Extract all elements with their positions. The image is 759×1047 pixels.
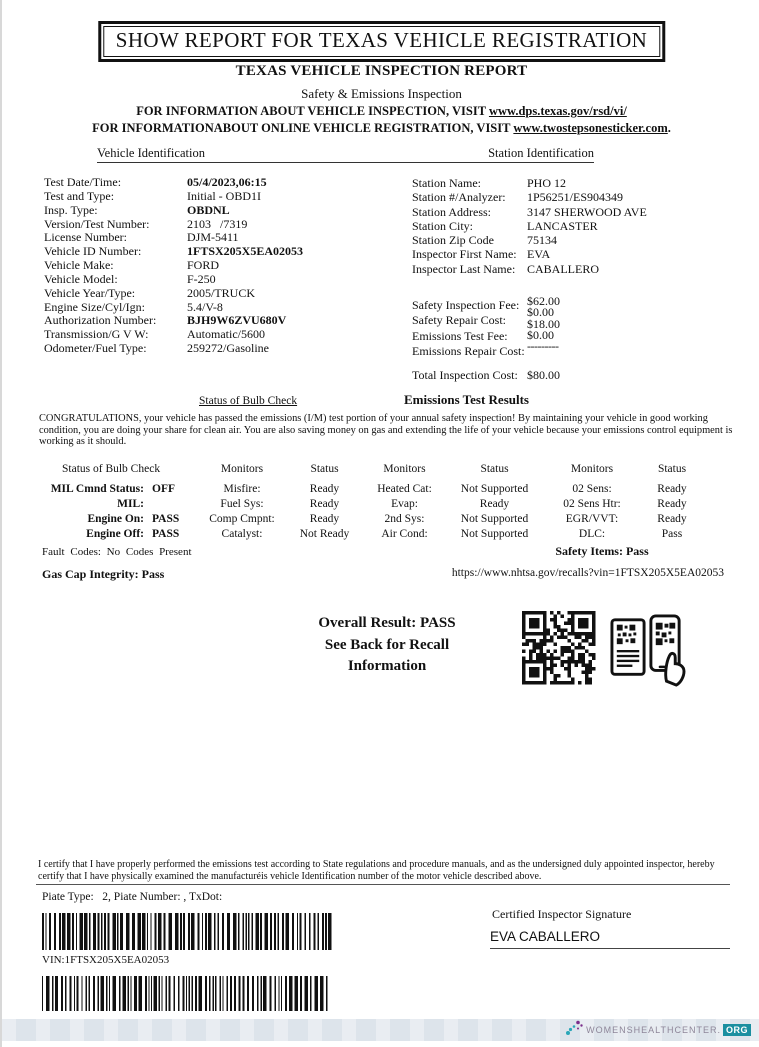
qr-code [522, 611, 596, 685]
logo-dots-icon [566, 1020, 584, 1041]
footer-watermark-strip [2, 1019, 759, 1041]
twosteps-link[interactable]: www.twostepsonesticker.com [513, 121, 668, 135]
overall-result-block [282, 613, 492, 678]
table-row: Authorization Number: BJH9W6ZVU680V [44, 313, 287, 328]
fee-value: $18.00 [527, 316, 560, 331]
column-header: Monitors [383, 463, 426, 475]
vehicle-identification-header: Vehicle Identification [97, 146, 205, 160]
table-row: Station Address: 3147 SHERWOOD AVE [412, 204, 647, 219]
column-header: Status [480, 463, 509, 475]
dps-link[interactable]: www.dps.texas.gov/rsd/vi/ [488, 104, 627, 118]
footer-brand [566, 1020, 751, 1041]
table-row: Inspector Last Name: CABALLERO [412, 261, 599, 276]
table-row: Station Name: PHO 12 [412, 176, 567, 190]
table-row: Vehicle Year/Type: 2005/TRUCK [44, 285, 256, 300]
vin-barcode-bottom [42, 976, 334, 1011]
fees-values [527, 296, 560, 352]
banner-box [98, 21, 665, 62]
banner-title: SHOW REPORT FOR TEXAS VEHICLE REGISTRATION [115, 28, 648, 52]
monitor-status: Not Supported [460, 528, 529, 540]
certification-statement: I certify that I have properly performed the emissions test according to State regulations and procedure manuals, and as the undersigned duly appointed inspector, hereby certify that I have physically examined the manufacturéis vehicle Identification number of the motor vehicle described above. [38, 859, 715, 882]
info-line2-text: FOR INFORMATIONABOUT ONLINE VEHICLE REGISTRATION, VISIT [92, 121, 514, 135]
section-header-rule [97, 146, 594, 163]
phone-scan-icon [608, 613, 686, 687]
gas-cap-integrity-line: Gas Cap Integrity: Pass [42, 567, 165, 581]
fault-codes-line: Fault Codes: No Codes Present [42, 546, 192, 558]
column-header: Monitors [220, 463, 264, 475]
monitor-status: Not Ready [299, 528, 350, 540]
table-row: Vehicle Model: F-250 [44, 271, 216, 286]
table-row: Transmission/G V W: Automatic/5600 [44, 327, 265, 342]
fee-label: Emissions Repair Cost: [412, 344, 525, 359]
bulb-row-value [152, 497, 197, 512]
inspector-signature-label: Certified Inspector Signature [492, 907, 632, 921]
column-header: Monitors [570, 463, 614, 475]
monitor-status: Ready [309, 483, 340, 495]
bulb-row-label: MIL Cmnd Status: [50, 483, 144, 495]
safety-items-line: Safety Items: Pass [555, 544, 649, 558]
station-identification-block [412, 176, 647, 276]
nhtsa-recall-link[interactable]: https://www.nhtsa.gov/recalls?vin=1FTSX205X5EA02053 [451, 567, 724, 579]
monitor-label: Air Cond: [381, 528, 428, 540]
fee-value: $62.00 [527, 294, 560, 308]
status-of-bulb-check-header: Status of Bulb Check [199, 395, 298, 407]
plate-info-line: Piate Type: 2, Piate Number: , TxDot: [42, 891, 223, 903]
fee-value-dash: --------- [527, 339, 559, 354]
monitor-label: Catalyst: [221, 528, 263, 540]
table-row: License Number: DJM-5411 [44, 230, 239, 245]
monitors-table [37, 462, 702, 542]
monitor-label: EGR/VVT: [565, 513, 619, 525]
inspector-signature-name: EVA CABALLERO [490, 929, 730, 949]
fee-value: $0.00 [527, 327, 554, 342]
monitor-status: Pass [661, 528, 683, 540]
report-subtitle: Safety & Emissions Inspection [301, 86, 462, 101]
table-row: Test Date/Time: 05/4/2023,06:15 [44, 175, 267, 189]
column-header: Status [657, 463, 687, 475]
table-row: Station City: LANCASTER [412, 218, 598, 233]
recall-note-line: See Back for Recall [324, 636, 450, 653]
vin-barcode-label: VIN:1FTSX205X5EA02053 [42, 954, 170, 966]
monitor-status: Ready [309, 513, 340, 525]
monitor-label: Misfire: [223, 483, 261, 495]
table-row: Version/Test Number: 2103 /7319 [44, 216, 248, 231]
monitor-label: DLC: [578, 528, 606, 540]
monitor-status: Not Supported [460, 513, 529, 525]
bulb-row-value: OFF [152, 483, 175, 495]
fees-labels [412, 298, 525, 360]
column-header: Status of Bulb Check [62, 463, 161, 475]
total-inspection-cost-row: Total Inspection Cost: $80.00 [412, 368, 560, 382]
fee-label: Safety Inspection Fee: [412, 298, 520, 312]
emissions-test-results-header: Emissions Test Results [404, 392, 529, 407]
monitor-status: Ready [657, 513, 687, 525]
monitor-status: Ready [657, 498, 687, 510]
monitor-label: 2nd Sys: [384, 513, 425, 525]
monitor-label: Evap: [391, 498, 418, 510]
table-row: Inspector First Name: EVA [412, 247, 551, 262]
table-row: Station Zip Code 75134 [412, 233, 557, 248]
info-line1-text: FOR INFORMATION ABOUT VEHICLE INSPECTION, VISIT [136, 104, 489, 118]
vehicle-identification-block [44, 176, 303, 356]
monitor-label: 02 Sens Htr: [563, 498, 621, 510]
info-line-inspection [2, 104, 759, 119]
table-row: Insp. Type: OBDNL [44, 202, 230, 217]
fee-value: $0.00 [527, 305, 554, 320]
monitor-status: Ready [479, 498, 510, 510]
monitor-status: Not Supported [460, 483, 529, 495]
fee-label: Emissions Test Fee: [412, 328, 508, 343]
bulb-row-label: Engine On: [87, 513, 144, 525]
info-line2-suffix: . [667, 121, 671, 135]
monitor-label: Heated Cat: [377, 483, 432, 495]
column-header: Status [310, 463, 339, 475]
monitor-status: Ready [657, 483, 687, 495]
bulb-row-label: MIL: [117, 498, 144, 510]
table-row: Odometer/Fuel Type: 259272/Gasoline [44, 341, 269, 356]
bulb-row-value: PASS [152, 528, 180, 540]
monitor-label: Comp Cmpnt: [209, 513, 275, 525]
congratulations-paragraph: CONGRATULATIONS, your vehicle has passed the emissions (I/M) test portion of your annual safety inspection! By maintaining your vehicle in good working condition, you are doing your share for clean air. You are also saving money on gas and extending the life of your vehicle because your emissions control equipment is working as it should. [39, 413, 733, 448]
footer-brand-text: WOMENSHEALTHCENTER. [586, 1025, 721, 1035]
table-row: Engine Size/Cyl/Ign: 5.4/V-8 [44, 299, 223, 314]
vin-barcode-top [42, 913, 334, 950]
table-row: Station #/Analyzer: 1P56251/ES904349 [412, 190, 624, 205]
bulb-row-value: PASS [152, 513, 180, 525]
table-row: Test and Type: Initial - OBD1I [44, 188, 261, 203]
monitor-label: Fuel Sys: [220, 498, 264, 510]
station-identification-header: Station Identification [488, 146, 594, 160]
info-line-registration [2, 121, 759, 136]
bulb-row-label: Engine Off: [86, 528, 144, 540]
divider-line [36, 884, 730, 885]
fee-label: Safety Repair Cost: [412, 313, 506, 328]
table-row: Vehicle ID Number: 1FTSX205X5EA02053 [44, 244, 304, 259]
footer-org-badge: ORG [723, 1024, 751, 1036]
monitor-label: 02 Sens: [572, 483, 612, 495]
overall-result-line: Overall Result: PASS [318, 615, 456, 631]
monitor-status: Ready [309, 498, 340, 510]
report-title: TEXAS VEHICLE INSPECTION REPORT [235, 63, 528, 79]
recall-note-line: Information [347, 658, 427, 674]
table-row: Vehicle Make: FORD [44, 258, 220, 273]
